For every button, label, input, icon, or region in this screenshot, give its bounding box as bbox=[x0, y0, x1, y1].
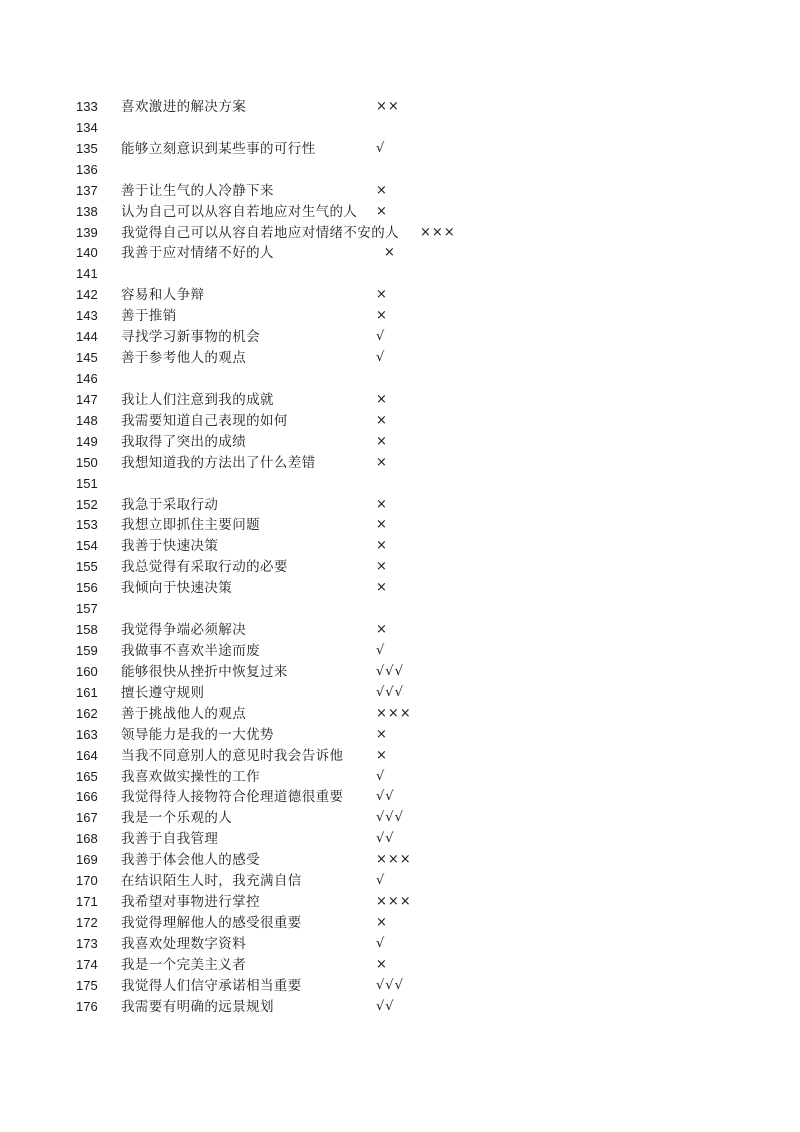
list-item bbox=[0, 515, 800, 536]
list-item bbox=[0, 850, 800, 871]
item-rating-mark: × bbox=[376, 517, 388, 533]
item-number: 173 bbox=[76, 935, 98, 951]
item-rating-mark: √√√ bbox=[376, 663, 404, 679]
list-item bbox=[0, 327, 800, 348]
item-rating-mark: × bbox=[376, 308, 388, 324]
item-statement: 我想立即抓住主要问题 bbox=[121, 517, 260, 534]
item-rating-mark: × bbox=[376, 391, 388, 407]
item-rating-mark: ×× bbox=[376, 99, 400, 114]
item-statement: 认为自己可以从容自若地应对生气的人 bbox=[121, 203, 358, 220]
item-number: 162 bbox=[76, 705, 98, 721]
item-statement: 我觉得理解他人的感受很重要 bbox=[121, 914, 302, 931]
item-statement: 我希望对事物进行掌控 bbox=[121, 894, 260, 911]
list-item bbox=[0, 725, 800, 746]
list-item bbox=[0, 662, 800, 683]
list-item bbox=[0, 453, 800, 474]
item-rating-mark: ××× bbox=[376, 894, 412, 910]
list-item bbox=[0, 495, 800, 516]
item-number: 159 bbox=[76, 642, 98, 658]
list-item bbox=[0, 432, 800, 453]
item-number: 135 bbox=[76, 140, 98, 156]
item-number: 171 bbox=[76, 894, 98, 910]
item-rating-mark: × bbox=[376, 726, 388, 742]
list-item bbox=[0, 892, 800, 913]
list-item bbox=[0, 934, 800, 955]
item-statement: 善于让生气的人冷静下来 bbox=[121, 182, 274, 199]
list-item bbox=[0, 118, 800, 139]
item-number: 163 bbox=[76, 726, 98, 742]
item-number: 136 bbox=[76, 161, 98, 177]
item-number: 155 bbox=[76, 559, 98, 575]
item-rating-mark: × bbox=[376, 559, 388, 575]
item-statement: 我需要有明确的远景规划 bbox=[121, 998, 274, 1015]
item-number: 161 bbox=[76, 684, 98, 700]
list-item bbox=[0, 578, 800, 599]
list-item bbox=[0, 641, 800, 662]
item-number: 165 bbox=[76, 768, 98, 784]
item-number: 160 bbox=[76, 663, 98, 679]
item-statement: 我急于采取行动 bbox=[121, 496, 219, 513]
item-rating-mark: × bbox=[376, 747, 388, 763]
item-statement: 我觉得自己可以从容自若地应对情绪不安的人 bbox=[121, 224, 399, 241]
item-number: 157 bbox=[76, 601, 98, 617]
item-statement: 当我不同意别人的意见时我会告诉他 bbox=[121, 747, 344, 764]
item-number: 175 bbox=[76, 977, 98, 993]
item-statement: 我倾向于快速决策 bbox=[121, 580, 233, 597]
item-rating-mark: √ bbox=[376, 873, 386, 889]
item-rating-mark: √ bbox=[376, 768, 386, 784]
item-number: 151 bbox=[76, 475, 98, 491]
list-item bbox=[0, 955, 800, 976]
item-number: 176 bbox=[76, 998, 98, 1014]
item-rating-mark: × bbox=[384, 245, 396, 261]
item-statement: 领导能力是我的一大优势 bbox=[121, 726, 274, 743]
item-number: 141 bbox=[76, 266, 98, 282]
item-number: 149 bbox=[76, 433, 98, 449]
item-statement: 我善于应对情绪不好的人 bbox=[121, 245, 274, 262]
questionnaire-list bbox=[0, 97, 800, 1018]
item-number: 156 bbox=[76, 580, 98, 596]
list-item bbox=[0, 620, 800, 641]
item-statement: 我是一个完美主义者 bbox=[121, 956, 247, 973]
list-item bbox=[0, 767, 800, 788]
item-rating-mark: √√√ bbox=[376, 684, 404, 700]
list-item bbox=[0, 871, 800, 892]
list-item bbox=[0, 348, 800, 369]
item-statement: 容易和人争辩 bbox=[121, 287, 205, 304]
item-rating-mark: √ bbox=[376, 140, 386, 156]
item-rating-mark: × bbox=[376, 496, 388, 512]
item-rating-mark: × bbox=[376, 287, 388, 303]
list-item bbox=[0, 557, 800, 578]
list-item bbox=[0, 160, 800, 181]
list-item bbox=[0, 202, 800, 223]
item-rating-mark: × bbox=[376, 580, 388, 596]
list-item bbox=[0, 411, 800, 432]
item-number: 139 bbox=[76, 224, 98, 240]
list-item bbox=[0, 243, 800, 264]
item-rating-mark: × bbox=[376, 412, 388, 428]
item-statement: 善于推销 bbox=[121, 308, 177, 325]
item-rating-mark: × bbox=[376, 538, 388, 554]
item-rating-mark: × bbox=[376, 622, 388, 638]
item-statement: 我善于快速决策 bbox=[121, 538, 219, 555]
item-number: 147 bbox=[76, 391, 98, 407]
item-number: 158 bbox=[76, 622, 98, 638]
item-number: 164 bbox=[76, 747, 98, 763]
item-rating-mark: √√ bbox=[376, 789, 395, 805]
item-number: 140 bbox=[76, 245, 98, 261]
item-number: 170 bbox=[76, 873, 98, 889]
list-item bbox=[0, 683, 800, 704]
item-statement: 我喜欢处理数字资料 bbox=[121, 935, 247, 952]
item-statement: 我让人们注意到我的成就 bbox=[121, 391, 274, 408]
item-number: 142 bbox=[76, 287, 98, 303]
list-item bbox=[0, 976, 800, 997]
item-rating-mark: √ bbox=[376, 935, 386, 951]
item-rating-mark: √√√ bbox=[376, 810, 404, 826]
item-number: 146 bbox=[76, 370, 98, 386]
list-item bbox=[0, 746, 800, 767]
list-item bbox=[0, 599, 800, 620]
item-rating-mark: ××× bbox=[376, 852, 412, 868]
list-item bbox=[0, 787, 800, 808]
item-rating-mark: √ bbox=[376, 642, 386, 658]
item-statement: 在结识陌生人时，我充满自信 bbox=[121, 873, 302, 890]
list-item bbox=[0, 306, 800, 327]
item-number: 169 bbox=[76, 852, 98, 868]
item-statement: 善于参考他人的观点 bbox=[121, 350, 247, 367]
list-item bbox=[0, 474, 800, 495]
item-number: 167 bbox=[76, 810, 98, 826]
item-number: 144 bbox=[76, 329, 98, 345]
item-number: 137 bbox=[76, 182, 98, 198]
item-statement: 擅长遵守规则 bbox=[121, 684, 205, 701]
item-statement: 我善于体会他人的感受 bbox=[121, 852, 260, 869]
item-statement: 我觉得待人接物符合伦理道德很重要 bbox=[121, 789, 344, 806]
list-item bbox=[0, 139, 800, 160]
item-rating-mark: × bbox=[376, 203, 388, 219]
item-number: 145 bbox=[76, 350, 98, 366]
item-statement: 我善于自我管理 bbox=[121, 831, 219, 848]
list-item bbox=[0, 390, 800, 411]
list-item bbox=[0, 808, 800, 829]
item-number: 133 bbox=[76, 99, 98, 114]
item-rating-mark: ××× bbox=[420, 224, 456, 240]
item-number: 174 bbox=[76, 956, 98, 972]
list-item bbox=[0, 97, 800, 118]
item-rating-mark: ××× bbox=[376, 705, 412, 721]
list-item bbox=[0, 223, 800, 244]
item-number: 172 bbox=[76, 914, 98, 930]
item-number: 150 bbox=[76, 454, 98, 470]
list-item bbox=[0, 704, 800, 725]
item-rating-mark: √ bbox=[376, 350, 386, 366]
list-item bbox=[0, 285, 800, 306]
item-statement: 我总觉得有采取行动的必要 bbox=[121, 559, 288, 576]
item-statement: 寻找学习新事物的机会 bbox=[121, 329, 260, 346]
item-statement: 能够很快从挫折中恢复过来 bbox=[121, 663, 288, 680]
list-item bbox=[0, 913, 800, 934]
item-statement: 我觉得人们信守承诺相当重要 bbox=[121, 977, 302, 994]
item-rating-mark: × bbox=[376, 956, 388, 972]
item-number: 168 bbox=[76, 831, 98, 847]
item-statement: 我想知道我的方法出了什么差错 bbox=[121, 454, 316, 471]
item-statement: 我取得了突出的成绩 bbox=[121, 433, 247, 450]
item-statement: 我是一个乐观的人 bbox=[121, 810, 233, 827]
list-item bbox=[0, 264, 800, 285]
item-number: 134 bbox=[76, 119, 98, 135]
item-number: 152 bbox=[76, 496, 98, 512]
item-statement: 我觉得争端必须解决 bbox=[121, 622, 247, 639]
item-number: 148 bbox=[76, 412, 98, 428]
item-rating-mark: √√√ bbox=[376, 977, 404, 993]
item-rating-mark: × bbox=[376, 182, 388, 198]
item-statement: 我喜欢做实操性的工作 bbox=[121, 768, 260, 785]
list-item bbox=[0, 536, 800, 557]
item-statement: 能够立刻意识到某些事的可行性 bbox=[121, 140, 316, 157]
item-statement: 善于挑战他人的观点 bbox=[121, 705, 247, 722]
item-rating-mark: × bbox=[376, 433, 388, 449]
list-item bbox=[0, 181, 800, 202]
list-item bbox=[0, 997, 800, 1018]
item-statement: 喜欢激进的解决方案 bbox=[121, 99, 247, 115]
item-number: 138 bbox=[76, 203, 98, 219]
list-item bbox=[0, 369, 800, 390]
item-rating-mark: × bbox=[376, 454, 388, 470]
item-number: 143 bbox=[76, 308, 98, 324]
item-statement: 我做事不喜欢半途而废 bbox=[121, 642, 260, 659]
item-rating-mark: √√ bbox=[376, 998, 395, 1014]
item-rating-mark: × bbox=[376, 914, 388, 930]
list-item bbox=[0, 829, 800, 850]
item-rating-mark: √√ bbox=[376, 831, 395, 847]
item-number: 153 bbox=[76, 517, 98, 533]
item-number: 154 bbox=[76, 538, 98, 554]
item-statement: 我需要知道自己表现的如何 bbox=[121, 412, 288, 429]
item-number: 166 bbox=[76, 789, 98, 805]
item-rating-mark: √ bbox=[376, 329, 386, 345]
